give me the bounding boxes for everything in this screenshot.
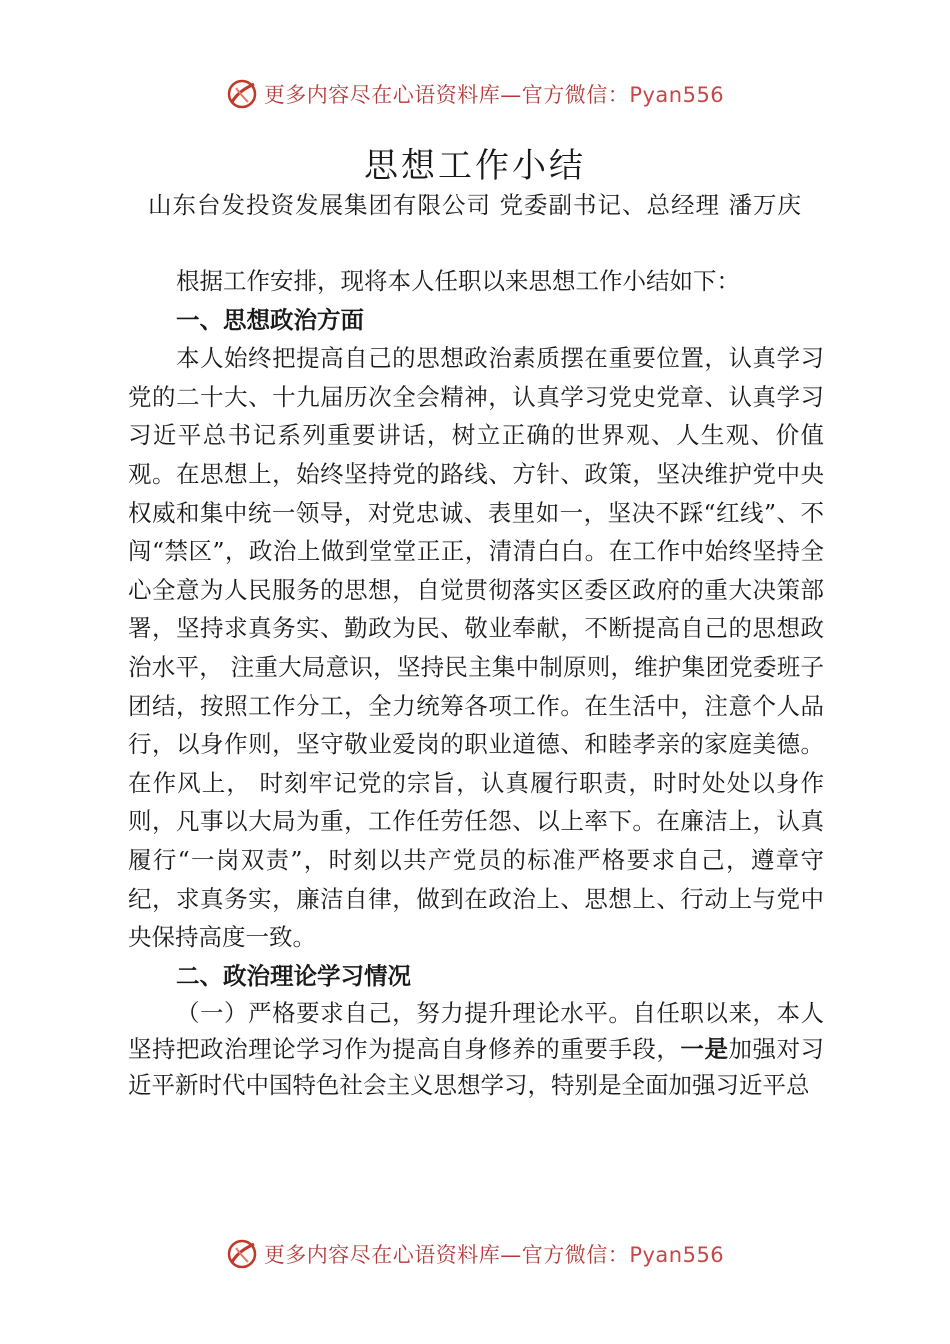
watermark-bottom [0,1234,950,1274]
document-author: 山东台发投资发展集团有限公司 党委副书记、总经理 潘万庆 [148,191,802,219]
section-heading-1: 一、思想政治方面 [176,305,364,334]
watermark-id: Pyan556 [629,1243,725,1267]
watermark-top [0,74,950,114]
document-body [128,262,824,1103]
section-1-paragraph: 本人始终把提高自己的思想政治素质摆在重要位置，认真学习党的二十大、十九届历次全会精神，认真学习党史党章、认真学习习近平总书记系列重要讲话，树立正确的世界观、人生观、价值观。在思想上，始终坚持党的路线、方针、政策，坚决维护党中央权威和集中统一领导，对党忠诚、表里如一，坚决不踩“红线”、不闯“禁区”，政治上做到堂堂正正，清清白白。在工作中始终坚持全心全意为人民服务的思想，自觉贯彻落实区委区政府的重大决策部署，坚持求真务实、勤政为民、敬业奉献，不断提高自己的思想政治水平， 注重大局意识，坚持民主集中制原则，维护集团党委班子团结，按照工作分工，全力统筹各项工作。在生活中，注意个人品行，以身作则，坚守敬业爱岗的职业道德、和睦孝亲的家庭美德。在作风上， 时刻牢记党的宗旨，认真履行职责，时时处处以身作则，凡事以大局为重，工作任劳任怨、以上率下。在廉洁上，认真履行“一岗双责”，时刻以共产党员的标准严格要求自己，遵章守纪，求真务实，廉洁自律，做到在政治上、思想上、行动上与党中央保持高度一致。 [128,344,824,952]
logo-icon [226,1238,258,1270]
logo-icon [226,78,258,110]
watermark-id: Pyan556 [629,83,725,107]
section-heading-2: 二、政治理论学习情况 [176,961,411,990]
watermark-text: 更多内容尽在心语资料库—官方微信：Pyan556 [263,83,725,107]
intro-paragraph: 根据工作安排，现将本人任职以来思想工作小结如下： [176,267,740,295]
watermark-text: 更多内容尽在心语资料库—官方微信：Pyan556 [263,1243,725,1267]
section-2-paragraph: （一）严格要求自己，努力提升理论水平。自任职以来，本人坚持把政治理论学习作为提高自身修养的重要手段，一是加强对习近平新时代中国特色社会主义思想学习，特别是全面加强习近平总 [128,999,825,1100]
emphasis-text: 一是 [680,1035,729,1064]
document-title: 思想工作小结 [364,146,586,186]
